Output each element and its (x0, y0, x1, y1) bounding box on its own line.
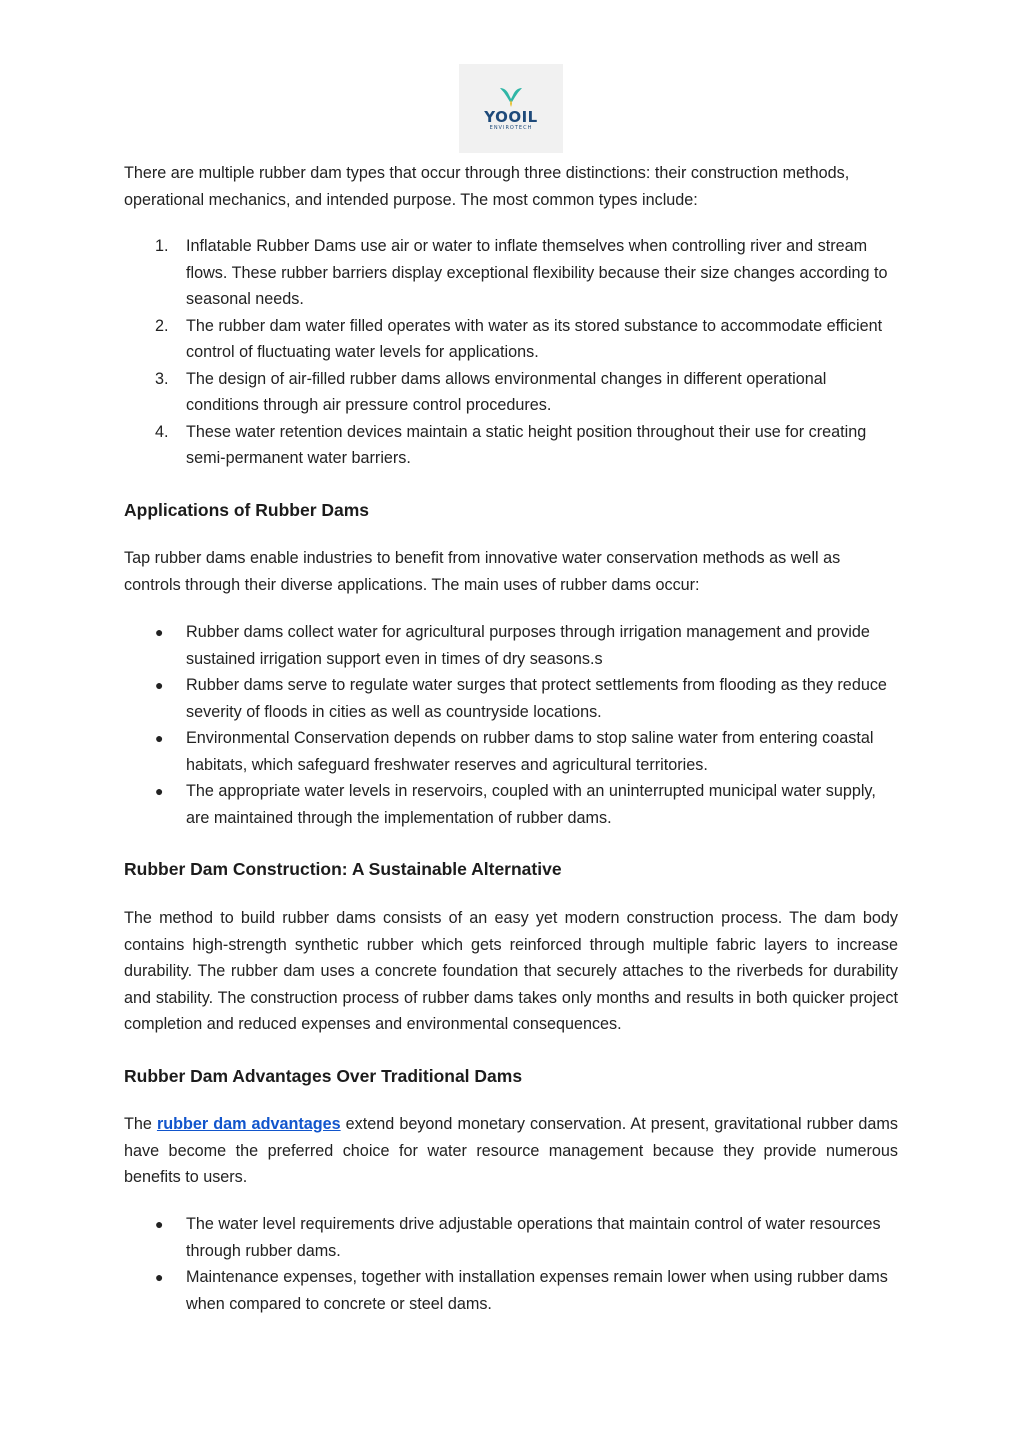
applications-heading: Applications of Rubber Dams (124, 500, 370, 520)
list-item (124, 313, 898, 366)
bullet-icon: ● (155, 677, 164, 693)
list-item-text: The design of air-filled rubber dams allows environmental changes in different operational conditions through air pressure control procedures. (186, 369, 827, 414)
applications-paragraph: Tap rubber dams enable industries to benefit from innovative water conservation methods as well as controls through their diverse applications. The main uses of rubber dams occur: (124, 549, 841, 594)
list-item-text: Rubber dams collect water for agricultural purposes through irrigation management and provide sustained irrigation support even in times of dry seasons.s (186, 623, 870, 668)
list-item-text: These water retention devices maintain a static height position throughout their use for creating semi-permanent water barriers. (186, 422, 867, 467)
company-logo (459, 64, 563, 153)
list-number: 2. (155, 316, 169, 335)
advantages-list (124, 1211, 898, 1317)
intro-paragraph: There are multiple rubber dam types that occur through three distinctions: their construction methods, operational mechanics, and intended purpose. The most common types include: (124, 164, 850, 209)
list-item-text: The water level requirements drive adjustable operations that maintain control of water resources through rubber dams. (186, 1215, 881, 1260)
bullet-icon: ● (155, 1216, 164, 1232)
list-item (124, 233, 898, 313)
bullet-icon: ● (155, 1269, 164, 1285)
list-item-text: Inflatable Rubber Dams use air or water to inflate themselves when controlling river and stream flows. These rubber barriers display exceptional flexibility because their size changes according to seasonal needs. (186, 237, 888, 308)
list-number: 3. (155, 369, 169, 388)
bullet-icon: ● (155, 730, 164, 746)
rubber-dam-advantages-link[interactable]: rubber dam advantages (156, 1115, 341, 1133)
applications-list (124, 619, 898, 831)
construction-paragraph: The method to build rubber dams consists of an easy yet modern construction process. The dam body contains high-strength synthetic rubber which gets reinforced through multiple fabric layers to increase durability. The rubber dam uses a concrete foundation that securely attaches to the riverbeds for durability and stability. The construction process of rubber dams takes only months and results in both quicker project completion and reduced expenses and environmental consequences. (124, 909, 898, 1033)
logo-name: YOOIL (484, 108, 538, 126)
list-item-text: Rubber dams serve to regulate water surges that protect settlements from flooding as they reduce severity of floods in cities as well as countryside locations. (186, 676, 887, 721)
list-item (124, 1211, 898, 1264)
bullet-icon: ● (155, 783, 164, 799)
list-item-text: The appropriate water levels in reservoirs, coupled with an uninterrupted municipal water supply, are maintained through the implementation of rubber dams. (186, 782, 876, 827)
advantages-text-end: extend beyond monetary conservation. At present, gravitational rubber dams have become the preferred choice for water resource management because they provide numerous benefits to users. (124, 1115, 898, 1186)
dam-types-list (124, 233, 898, 472)
list-item (124, 419, 898, 472)
list-number: 4. (155, 422, 169, 441)
list-item (124, 1264, 898, 1317)
construction-heading: Rubber Dam Construction: A Sustainable Alternative (124, 859, 562, 879)
advantages-heading: Rubber Dam Advantages Over Traditional Dams (124, 1066, 523, 1086)
list-item (124, 725, 898, 778)
advantages-paragraph (124, 1111, 898, 1191)
logo-emblem-icon (496, 86, 526, 108)
list-item (124, 778, 898, 831)
bullet-icon: ● (155, 624, 164, 640)
advantages-text-start: The (124, 1115, 157, 1133)
logo-subtitle: ENVIROTECH (489, 125, 533, 131)
list-item-text: Environmental Conservation depends on rubber dams to stop saline water from entering coastal habitats, which safeguard freshwater reserves and agricultural territories. (186, 729, 874, 774)
list-item (124, 619, 898, 672)
list-item (124, 366, 898, 419)
list-item-text: The rubber dam water filled operates with water as its stored substance to accommodate efficient control of fluctuating water levels for applications. (186, 316, 883, 361)
list-item (124, 672, 898, 725)
list-number: 1. (155, 237, 169, 255)
list-item-text: Maintenance expenses, together with installation expenses remain lower when using rubber dams when compared to concrete or steel dams. (186, 1268, 888, 1313)
